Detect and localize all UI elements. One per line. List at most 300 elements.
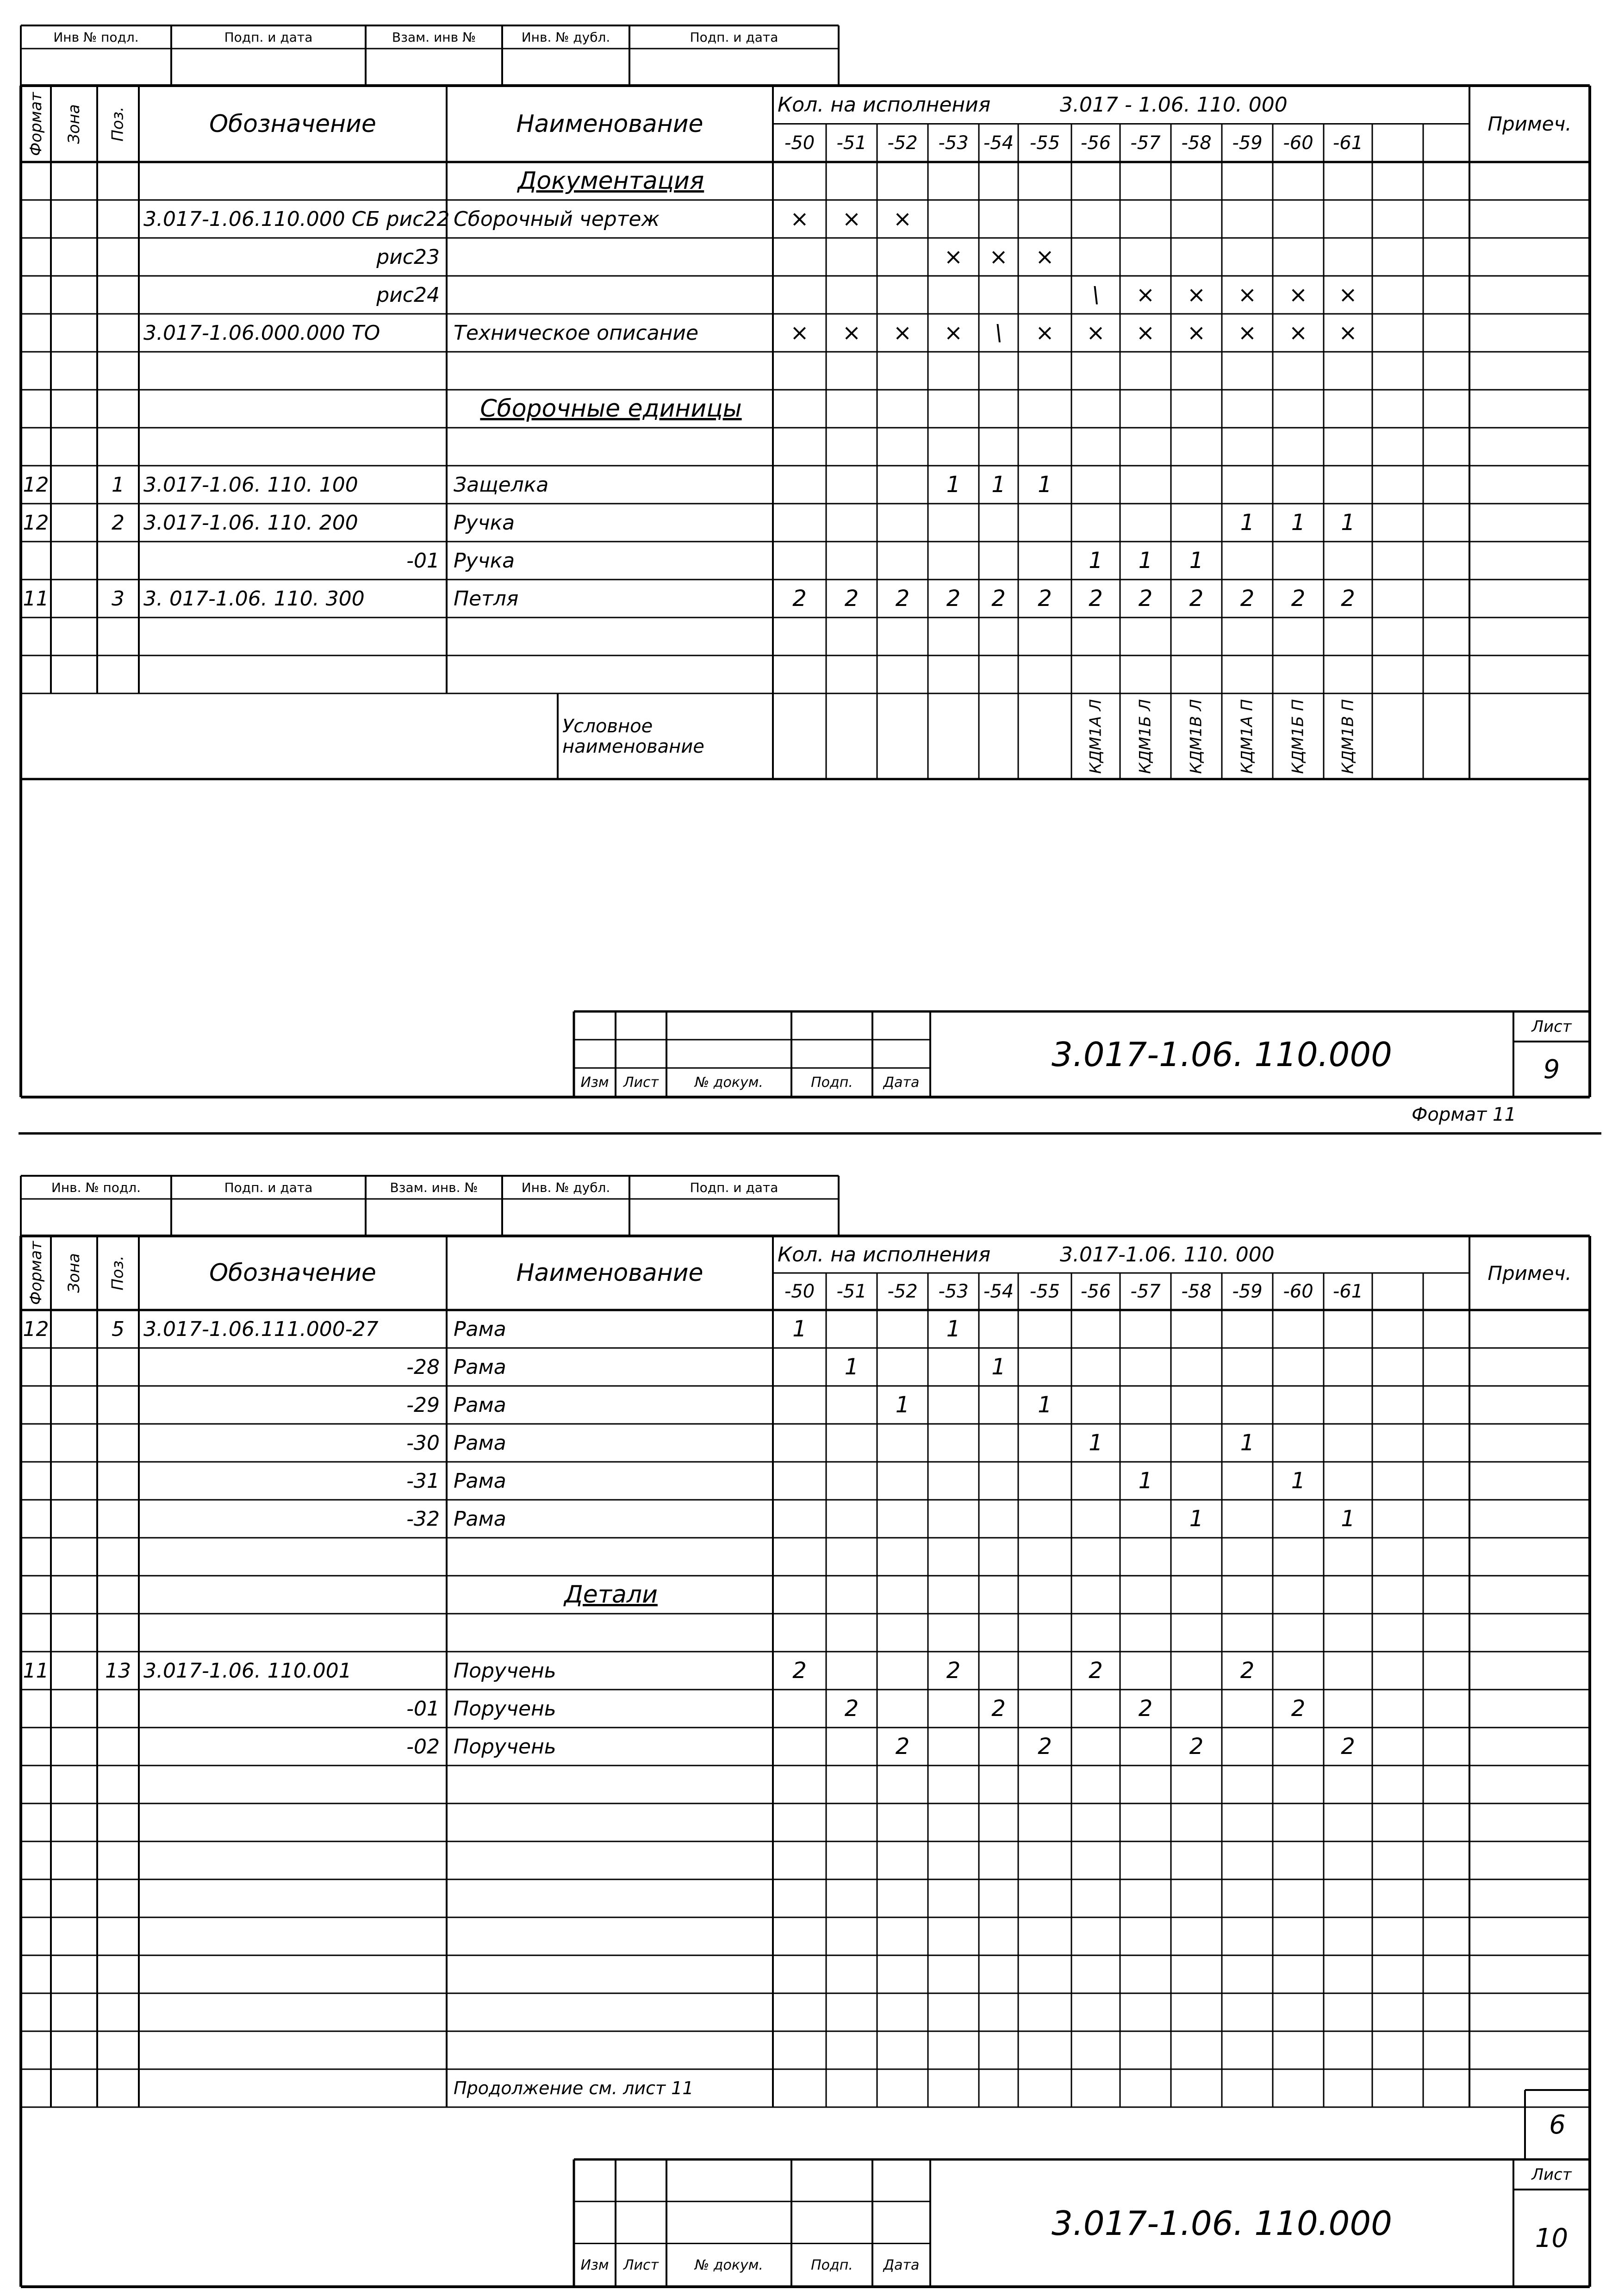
qty-cell bbox=[979, 200, 1018, 238]
qty-cell bbox=[1120, 466, 1171, 504]
qty-cell bbox=[1324, 1766, 1372, 1803]
qty-cell: 2 bbox=[1089, 586, 1103, 611]
row-zone bbox=[51, 655, 97, 693]
qty-cell: 2 bbox=[1089, 1658, 1103, 1684]
qty-cell bbox=[1372, 314, 1423, 352]
qty-cell: × bbox=[1187, 320, 1206, 346]
row-designation: -29 bbox=[406, 1393, 440, 1417]
qty-cell bbox=[1273, 1348, 1324, 1386]
qty-cell bbox=[826, 2031, 877, 2069]
qty-cell: 2 bbox=[792, 586, 807, 611]
qty-cell bbox=[773, 1917, 826, 1955]
qty-cell bbox=[773, 1386, 826, 1424]
qty-cell bbox=[826, 162, 877, 200]
variant-header: -60 bbox=[1283, 1281, 1313, 1302]
qty-cell bbox=[1018, 2031, 1071, 2069]
qty-cell: 2 bbox=[1038, 586, 1052, 611]
qty-cell: 1 bbox=[946, 472, 961, 498]
column-header-label: Поз. bbox=[108, 1255, 127, 1291]
row-name bbox=[454, 1917, 768, 1955]
row-format bbox=[21, 1917, 51, 1955]
qty-cell bbox=[1324, 1690, 1372, 1728]
row-zone bbox=[51, 1424, 97, 1462]
qty-cell bbox=[1071, 1879, 1120, 1917]
qty-cell bbox=[773, 2031, 826, 2069]
variant-header: -52 bbox=[887, 132, 918, 154]
row-designation: -01 bbox=[406, 549, 440, 573]
column-header bbox=[97, 86, 139, 162]
qty-cell bbox=[826, 1841, 877, 1879]
stamp-header: Подп. и дата bbox=[224, 1179, 313, 1195]
qty-cell bbox=[1018, 352, 1071, 390]
qty-cell bbox=[1120, 428, 1171, 466]
row-format bbox=[21, 1766, 51, 1803]
title-block-label: Дата bbox=[883, 2257, 920, 2273]
qty-cell bbox=[1018, 504, 1071, 542]
qty-cell: × bbox=[790, 320, 809, 346]
qty-cell bbox=[1273, 162, 1324, 200]
row-zone bbox=[51, 1348, 97, 1386]
variant-header: -56 bbox=[1080, 132, 1111, 154]
qty-cell bbox=[1372, 1728, 1423, 1766]
qty-cell bbox=[826, 238, 877, 276]
title-block-label: Изм bbox=[580, 2257, 609, 2273]
qty-cell bbox=[1018, 1993, 1071, 2031]
qty-cell bbox=[1372, 1462, 1423, 1500]
qty-cell bbox=[1071, 352, 1120, 390]
row-format bbox=[21, 1614, 51, 1652]
qty-cell bbox=[826, 1917, 877, 1955]
qty-cell: × bbox=[1288, 282, 1308, 308]
row-name: Поручень bbox=[454, 1659, 556, 1683]
qty-cell bbox=[877, 276, 928, 314]
row-position bbox=[97, 276, 139, 314]
column-header-designation: Обозначение bbox=[209, 110, 376, 138]
qty-cell bbox=[1273, 1652, 1324, 1690]
qty-cell bbox=[1171, 655, 1222, 693]
qty-cell bbox=[1018, 2069, 1071, 2107]
qty-cell: 2 bbox=[946, 1658, 961, 1684]
qty-cell bbox=[1273, 1614, 1324, 1652]
qty-cell: × bbox=[1035, 320, 1054, 346]
row-position bbox=[97, 1917, 139, 1955]
qty-cell bbox=[1222, 1462, 1273, 1500]
qty-cell bbox=[877, 2069, 928, 2107]
qty-cell bbox=[1071, 1955, 1120, 1993]
row-position: 13 bbox=[105, 1659, 131, 1683]
qty-cell bbox=[1324, 1955, 1372, 1993]
row-format bbox=[21, 1500, 51, 1538]
row-zone bbox=[51, 1386, 97, 1424]
conditional-name-label: КДМ1Б П bbox=[1289, 699, 1307, 774]
qty-cell bbox=[1071, 1500, 1120, 1538]
qty-cell bbox=[877, 1348, 928, 1386]
row-position bbox=[97, 200, 139, 238]
qty-cell: 1 bbox=[844, 1354, 859, 1380]
qty-cell bbox=[928, 1728, 979, 1766]
qty-cell bbox=[1372, 1803, 1423, 1841]
qty-cell bbox=[1423, 1690, 1469, 1728]
qty-cell bbox=[1273, 1310, 1324, 1348]
qty-cell bbox=[1324, 1614, 1372, 1652]
row-designation: 3.017-1.06. 110. 100 bbox=[143, 473, 358, 497]
qty-cell bbox=[1120, 1803, 1171, 1841]
qty-cell bbox=[1120, 390, 1171, 428]
row-name bbox=[454, 428, 768, 466]
qty-cell bbox=[1071, 1576, 1120, 1614]
row-format: 12 bbox=[23, 473, 49, 497]
qty-cell bbox=[1071, 504, 1120, 542]
row-zone bbox=[51, 466, 97, 504]
row-position: 5 bbox=[112, 1317, 124, 1341]
qty-cell bbox=[979, 1993, 1018, 2031]
row-position bbox=[97, 618, 139, 655]
qty-cell bbox=[928, 655, 979, 693]
qty-cell bbox=[1071, 1803, 1120, 1841]
qty-cell: 1 bbox=[1138, 548, 1153, 574]
row-position bbox=[97, 352, 139, 390]
qty-cell: × bbox=[1338, 320, 1357, 346]
conditional-name bbox=[877, 693, 928, 779]
qty-cell bbox=[1171, 1879, 1222, 1917]
qty-cell bbox=[1372, 276, 1423, 314]
row-designation bbox=[143, 1766, 440, 1803]
qty-cell bbox=[928, 1955, 979, 1993]
qty-cell bbox=[1222, 2069, 1273, 2107]
qty-cell bbox=[928, 542, 979, 580]
qty-cell bbox=[928, 1690, 979, 1728]
row-position bbox=[97, 314, 139, 352]
qty-cell bbox=[1273, 238, 1324, 276]
qty-cell: 1 bbox=[1341, 510, 1355, 536]
row-name bbox=[454, 352, 768, 390]
row-position: 2 bbox=[112, 511, 124, 535]
qty-cell bbox=[979, 1879, 1018, 1917]
qty-cell bbox=[1273, 1424, 1324, 1462]
qty-cell bbox=[1171, 1766, 1222, 1803]
qty-cell bbox=[1018, 1879, 1071, 1917]
qty-cell bbox=[877, 655, 928, 693]
qty-cell bbox=[826, 542, 877, 580]
qty-cell: × bbox=[1238, 320, 1257, 346]
qty-cell bbox=[979, 352, 1018, 390]
qty-cell bbox=[773, 542, 826, 580]
qty-cell bbox=[1018, 1500, 1071, 1538]
conditional-name bbox=[928, 693, 979, 779]
row-zone bbox=[51, 390, 97, 428]
qty-cell bbox=[1423, 1766, 1469, 1803]
qty-cell bbox=[1222, 1766, 1273, 1803]
qty-cell bbox=[1120, 504, 1171, 542]
row-format bbox=[21, 314, 51, 352]
qty-cell bbox=[826, 390, 877, 428]
column-header-note: Примеч. bbox=[1488, 1261, 1572, 1285]
qty-cell: \ bbox=[995, 320, 1002, 346]
qty-cell: × bbox=[944, 320, 963, 346]
row-name: Рама bbox=[454, 1317, 506, 1341]
row-position bbox=[97, 1879, 139, 1917]
row-designation bbox=[143, 1879, 440, 1917]
qty-cell bbox=[1018, 1917, 1071, 1955]
conditional-name-label: КДМ1А П bbox=[1238, 699, 1257, 774]
qty-cell bbox=[1273, 390, 1324, 428]
qty-cell bbox=[1324, 1576, 1372, 1614]
qty-cell bbox=[1273, 1538, 1324, 1576]
row-position bbox=[97, 1462, 139, 1500]
qty-cell bbox=[1120, 1652, 1171, 1690]
qty-cell bbox=[928, 1803, 979, 1841]
qty-cell bbox=[773, 238, 826, 276]
row-designation bbox=[143, 1993, 440, 2031]
qty-cell bbox=[1071, 1690, 1120, 1728]
qty-cell bbox=[1171, 1614, 1222, 1652]
qty-cell: 2 bbox=[1240, 1658, 1255, 1684]
qty-cell bbox=[1423, 2031, 1469, 2069]
qty-cell: 2 bbox=[1038, 1734, 1052, 1759]
variant-header: -59 bbox=[1232, 132, 1263, 154]
qty-cell bbox=[1423, 1424, 1469, 1462]
row-format: 11 bbox=[23, 1659, 49, 1683]
row-format bbox=[21, 1803, 51, 1841]
qty-cell bbox=[826, 2069, 877, 2107]
qty-cell bbox=[877, 1462, 928, 1500]
qty-cell bbox=[1222, 618, 1273, 655]
qty-cell bbox=[1423, 276, 1469, 314]
row-zone bbox=[51, 1538, 97, 1576]
conditional-label: Условное наименование bbox=[562, 715, 704, 757]
qty-cell bbox=[1018, 1348, 1071, 1386]
qty-cell bbox=[1120, 1917, 1171, 1955]
qty-cell: 1 bbox=[1189, 1506, 1204, 1532]
qty-cell bbox=[1273, 1917, 1324, 1955]
qty-cell bbox=[1018, 1462, 1071, 1500]
qty-cell bbox=[1171, 1993, 1222, 2031]
qty-cell bbox=[979, 1728, 1018, 1766]
qty-cell bbox=[826, 1766, 877, 1803]
column-header bbox=[51, 86, 97, 162]
qty-cell bbox=[1018, 428, 1071, 466]
qty-cell bbox=[877, 1993, 928, 2031]
qty-cell: 2 bbox=[1189, 1734, 1204, 1759]
qty-cell bbox=[1273, 655, 1324, 693]
variant-header bbox=[1423, 124, 1469, 162]
qty-cell bbox=[1171, 428, 1222, 466]
qty-cell bbox=[1222, 1993, 1273, 2031]
row-format bbox=[21, 1348, 51, 1386]
qty-cell bbox=[1222, 1386, 1273, 1424]
row-name: Ручка bbox=[454, 511, 515, 535]
qty-cell: × bbox=[893, 206, 912, 232]
qty-cell bbox=[877, 1310, 928, 1348]
qty-cell bbox=[1071, 1917, 1120, 1955]
row-format bbox=[21, 238, 51, 276]
column-header-qty-title: Кол. на исполнения bbox=[778, 1242, 991, 1267]
qty-cell: 1 bbox=[1089, 1430, 1103, 1456]
qty-cell bbox=[979, 504, 1018, 542]
qty-cell bbox=[1423, 352, 1469, 390]
qty-cell: 2 bbox=[1341, 586, 1355, 611]
qty-cell bbox=[1423, 162, 1469, 200]
row-designation bbox=[143, 1614, 440, 1652]
qty-cell bbox=[1273, 1841, 1324, 1879]
column-header-note: Примеч. bbox=[1488, 112, 1572, 135]
row-name: Рама bbox=[454, 1393, 506, 1417]
qty-cell bbox=[1222, 1917, 1273, 1955]
row-zone bbox=[51, 200, 97, 238]
row-designation bbox=[143, 1841, 440, 1879]
qty-cell bbox=[1171, 1803, 1222, 1841]
qty-cell bbox=[826, 352, 877, 390]
qty-cell bbox=[1372, 1348, 1423, 1386]
qty-cell bbox=[1372, 1652, 1423, 1690]
qty-cell bbox=[773, 1728, 826, 1766]
row-designation bbox=[143, 162, 440, 200]
qty-cell bbox=[1018, 1841, 1071, 1879]
row-zone bbox=[51, 1766, 97, 1803]
row-position bbox=[97, 1576, 139, 1614]
qty-cell bbox=[826, 428, 877, 466]
row-zone bbox=[51, 1803, 97, 1841]
row-format bbox=[21, 1462, 51, 1500]
qty-cell bbox=[1222, 352, 1273, 390]
qty-cell bbox=[1324, 2031, 1372, 2069]
sheet-number: 10 bbox=[1535, 2223, 1568, 2253]
qty-cell bbox=[1372, 504, 1423, 542]
row-format bbox=[21, 1728, 51, 1766]
qty-cell: 2 bbox=[895, 1734, 910, 1759]
qty-cell bbox=[1372, 2069, 1423, 2107]
qty-cell bbox=[1372, 1576, 1423, 1614]
qty-cell bbox=[1423, 1500, 1469, 1538]
row-name bbox=[454, 1614, 768, 1652]
row-name: Документация bbox=[517, 167, 704, 195]
conditional-name bbox=[1018, 693, 1071, 779]
qty-cell bbox=[1372, 238, 1423, 276]
qty-cell: 1 bbox=[1291, 1468, 1306, 1494]
qty-cell bbox=[877, 390, 928, 428]
row-format bbox=[21, 1841, 51, 1879]
qty-cell: 2 bbox=[1138, 1696, 1153, 1722]
qty-cell bbox=[1120, 1614, 1171, 1652]
row-zone bbox=[51, 542, 97, 580]
qty-cell: × bbox=[893, 320, 912, 346]
row-position bbox=[97, 1955, 139, 1993]
qty-cell bbox=[773, 162, 826, 200]
qty-cell: 2 bbox=[1291, 1696, 1306, 1722]
qty-cell bbox=[979, 542, 1018, 580]
column-header-label: Формат bbox=[26, 1241, 45, 1305]
row-format bbox=[21, 542, 51, 580]
qty-cell bbox=[1018, 1955, 1071, 1993]
qty-cell bbox=[826, 1652, 877, 1690]
row-name bbox=[454, 1955, 768, 1993]
qty-cell bbox=[928, 1348, 979, 1386]
column-header-name: Наименование bbox=[516, 1259, 703, 1287]
qty-cell bbox=[979, 1614, 1018, 1652]
qty-cell bbox=[1222, 542, 1273, 580]
qty-cell bbox=[928, 428, 979, 466]
conditional-name bbox=[773, 693, 826, 779]
qty-cell bbox=[1071, 1310, 1120, 1348]
qty-cell bbox=[773, 1500, 826, 1538]
qty-cell bbox=[1018, 1614, 1071, 1652]
qty-cell bbox=[1273, 1576, 1324, 1614]
qty-cell bbox=[1423, 1538, 1469, 1576]
row-designation: рис23 bbox=[376, 245, 440, 269]
qty-cell bbox=[826, 1500, 877, 1538]
row-zone bbox=[51, 1955, 97, 1993]
qty-cell bbox=[1018, 542, 1071, 580]
variant-header: -55 bbox=[1029, 132, 1060, 154]
qty-cell: 1 bbox=[1189, 548, 1204, 574]
qty-cell bbox=[1273, 542, 1324, 580]
qty-cell bbox=[1222, 238, 1273, 276]
stamp-header: Взам. инв. № bbox=[390, 1179, 478, 1195]
row-format bbox=[21, 1955, 51, 1993]
stamp-header: Подп. и дата bbox=[224, 29, 313, 45]
row-zone bbox=[51, 1728, 97, 1766]
qty-cell bbox=[773, 352, 826, 390]
row-position bbox=[97, 1538, 139, 1576]
qty-cell bbox=[1324, 1917, 1372, 1955]
qty-cell bbox=[1273, 1766, 1324, 1803]
qty-cell bbox=[877, 162, 928, 200]
qty-cell bbox=[1273, 1500, 1324, 1538]
qty-cell bbox=[979, 1310, 1018, 1348]
qty-cell bbox=[1120, 1386, 1171, 1424]
row-format: 11 bbox=[23, 586, 49, 611]
row-format bbox=[21, 655, 51, 693]
qty-cell bbox=[1273, 1993, 1324, 2031]
variant-header: -55 bbox=[1029, 1281, 1060, 1302]
row-format bbox=[21, 200, 51, 238]
row-designation bbox=[143, 1803, 440, 1841]
qty-cell bbox=[1423, 504, 1469, 542]
stamp-header: Инв № подл. bbox=[53, 29, 139, 45]
qty-cell bbox=[1222, 1576, 1273, 1614]
qty-cell bbox=[1018, 276, 1071, 314]
qty-cell bbox=[1372, 1993, 1423, 2031]
qty-cell bbox=[1171, 466, 1222, 504]
qty-cell bbox=[1222, 1310, 1273, 1348]
qty-cell bbox=[1171, 1348, 1222, 1386]
qty-cell: 1 bbox=[991, 472, 1006, 498]
qty-cell bbox=[1171, 1576, 1222, 1614]
qty-cell bbox=[1071, 2069, 1120, 2107]
qty-cell bbox=[1372, 200, 1423, 238]
qty-cell: 2 bbox=[991, 1696, 1006, 1722]
qty-cell bbox=[1372, 1614, 1423, 1652]
row-designation bbox=[143, 2031, 440, 2069]
qty-cell bbox=[1171, 1652, 1222, 1690]
qty-cell bbox=[1018, 1310, 1071, 1348]
qty-cell bbox=[1423, 200, 1469, 238]
row-format bbox=[21, 1386, 51, 1424]
qty-cell bbox=[1423, 1348, 1469, 1386]
row-position bbox=[97, 428, 139, 466]
variant-header: -60 bbox=[1283, 132, 1313, 154]
qty-cell bbox=[1324, 618, 1372, 655]
qty-cell bbox=[1171, 1690, 1222, 1728]
conditional-name bbox=[1171, 693, 1222, 779]
qty-cell bbox=[1423, 1803, 1469, 1841]
qty-cell bbox=[826, 655, 877, 693]
qty-cell bbox=[1324, 1652, 1372, 1690]
qty-cell bbox=[1120, 1500, 1171, 1538]
row-designation: -32 bbox=[406, 1507, 440, 1531]
conditional-name bbox=[979, 693, 1018, 779]
qty-cell bbox=[773, 618, 826, 655]
